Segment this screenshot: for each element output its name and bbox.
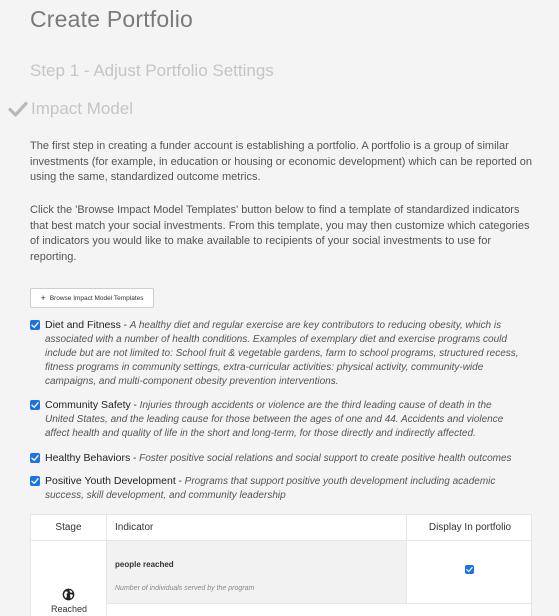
- step-title: Step 1 - Adjust Portfolio Settings: [30, 61, 274, 80]
- category-community-safety: [30, 398, 520, 441]
- display-column-header: Display In portfolio: [428, 522, 512, 533]
- category-checkbox[interactable]: [30, 400, 40, 410]
- indicator-name: people reached: [115, 560, 174, 569]
- intro-paragraph-2: Click the 'Browse Impact Model Templates' button below to find a template of standardized indicators that best match your social investments. From this template, you may then customize which categories of indicators you would like to make available to recipients of your social investments to use for reporting.: [30, 204, 530, 263]
- category-healthy-behaviors: [30, 451, 520, 466]
- globe-icon: [62, 588, 75, 601]
- intro-paragraph-1: The first step in creating a funder account is establishing a portfolio. A portfolio is a group of similar investments (for example, in education or housing or economic development) which can be reported on using the same, standardized outcome metrics.: [30, 140, 532, 183]
- display-in-portfolio-checkbox[interactable]: [465, 565, 474, 574]
- category-description: Injuries through accidents or violence are the third leading cause of death in the United States, and the leading cause for those between the ages of one and 44. Accidents and violence affect health and quality of life in the short and long-term, for those directly and indirectly affected.: [45, 400, 504, 439]
- checkbox-check-icon: [466, 566, 473, 573]
- row-divider: [107, 603, 533, 604]
- indicator-table: [30, 514, 532, 616]
- category-name: Diet and Fitness: [45, 319, 121, 331]
- browse-impact-model-templates-button[interactable]: [30, 288, 154, 308]
- stage-cell: [31, 541, 107, 616]
- category-description: Foster positive social relations and social support to create positive health outcomes: [139, 453, 512, 464]
- category-positive-youth-development: [30, 474, 520, 503]
- stage-column-header: Stage: [31, 515, 107, 540]
- category-checkbox[interactable]: [30, 476, 40, 486]
- category-text: [45, 318, 520, 389]
- checkbox-check-icon: [31, 454, 39, 462]
- plus-icon: +: [40, 292, 46, 303]
- indicator-cell: [107, 541, 407, 603]
- stage-label: Reached: [50, 604, 88, 614]
- impact-model-section-header: [8, 99, 133, 119]
- category-name: Positive Youth Development: [45, 475, 176, 487]
- category-separator: -: [130, 453, 140, 464]
- browse-button-label: Browse Impact Model Templates: [49, 294, 144, 302]
- category-description: Programs that support positive youth development including academic success, skill development, and community leadership: [45, 476, 496, 501]
- checkbox-check-icon: [31, 401, 39, 409]
- indicator-column-header: Indicator: [107, 515, 407, 540]
- category-text: [45, 474, 520, 503]
- page-title: Create Portfolio: [30, 6, 193, 32]
- indicator-description: Number of individuals served by the program: [115, 585, 255, 592]
- checkbox-check-icon: [31, 477, 39, 485]
- category-separator: -: [130, 400, 140, 411]
- section-title: Impact Model: [31, 99, 134, 118]
- category-description: A healthy diet and regular exercise are key contributors to reducing obesity, which is associated with a number of health conditions. Examples of exemplary diet and exercise programs could include but are not limited to: School fruit & vegetable gardens, farm to school programs, structured recess, fitness programs in community settings, extra-curricular activities: physical activity, community-wide campaigns, and multi-component obesity prevention interventions.: [45, 320, 519, 387]
- category-text: [45, 398, 520, 441]
- category-checkbox[interactable]: [30, 453, 40, 463]
- category-diet-and-fitness: [30, 318, 520, 389]
- checkbox-check-icon: [31, 321, 39, 329]
- checkmark-icon: [8, 100, 28, 118]
- category-text: [45, 451, 512, 466]
- category-separator: -: [175, 476, 185, 487]
- category-separator: -: [120, 320, 130, 331]
- category-name: Community Safety: [45, 399, 131, 411]
- category-name: Healthy Behaviors: [45, 452, 131, 464]
- category-checkbox[interactable]: [30, 320, 40, 330]
